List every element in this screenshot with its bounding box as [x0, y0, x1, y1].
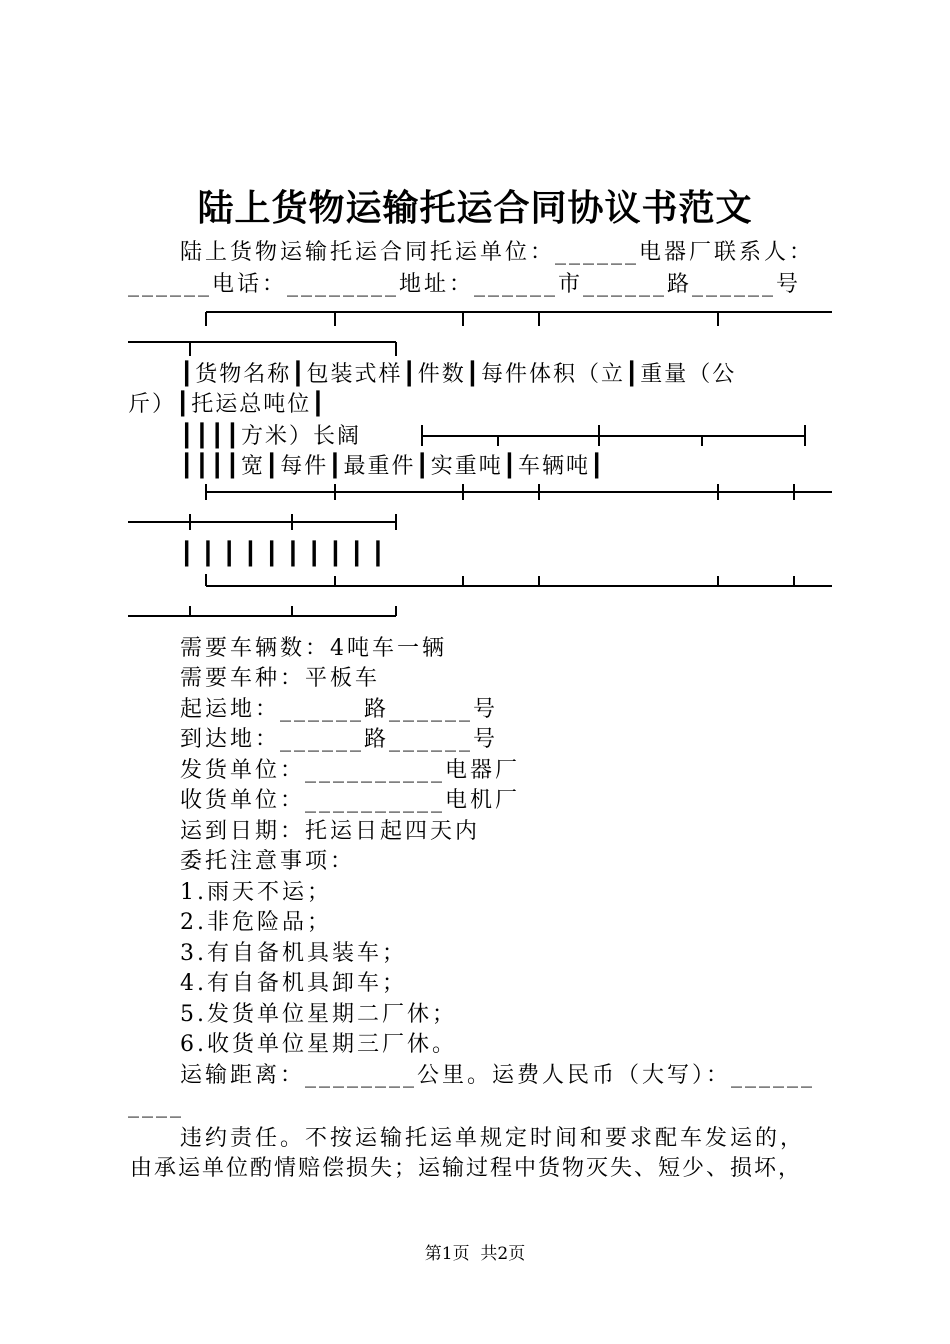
- table-header-row-1: ┃货物名称┃包装式样┃件数┃每件体积（立┃重量（公: [180, 362, 737, 387]
- page-number: 第1页 共2页: [424, 1244, 526, 1264]
- liability-line-2: 由承运单位酌情赔偿损失；运输过程中货物灭失、短少、损坏，: [130, 1156, 803, 1181]
- field-notes-heading: 委托注意事项：: [180, 849, 356, 874]
- field-consignee: 收货单位：__________电机厂: [180, 788, 521, 813]
- document-title: 陆上货物运输托运合同协议书范文: [197, 187, 753, 229]
- note-item-2: 2.非危险品；: [180, 910, 332, 935]
- note-item-1: 1.雨天不运；: [180, 880, 332, 905]
- field-delivery-date: 运到日期：托运日起四天内: [180, 819, 481, 844]
- intro-line-1: 陆上货物运输托运合同托运单位：______电器厂联系人：: [180, 240, 815, 265]
- field-destination: 到达地：______路______号: [180, 727, 499, 752]
- distance-fee-continuation: ____: [128, 1093, 184, 1118]
- table-empty-row: ┃┃┃┃┃┃┃┃┃┃: [180, 542, 393, 567]
- field-shipper: 发货单位：__________电器厂: [180, 758, 521, 783]
- note-item-4: 4.有自备机具卸车；: [180, 971, 407, 996]
- note-item-3: 3.有自备机具装车；: [180, 941, 407, 966]
- liability-line-1: 违约责任。不按运输托运单规定时间和要求配车发运的，: [180, 1126, 806, 1151]
- table-header-row-4: ┃┃┃┃宽┃每件┃最重件┃实重吨┃车辆吨┃: [180, 454, 606, 479]
- note-item-6: 6.收货单位星期三厂休。: [180, 1032, 457, 1057]
- note-item-5: 5.发货单位星期二厂休；: [180, 1002, 457, 1027]
- field-vehicle-count: 需要车辆数：4吨车一辆: [180, 636, 447, 661]
- intro-line-2: ______电话：________地址：______市______路______号: [128, 272, 802, 297]
- field-origin: 起运地：______路______号: [180, 697, 499, 722]
- table-header-row-2: 斤）┃托运总吨位┃: [128, 392, 327, 417]
- field-vehicle-type: 需要车种：平板车: [180, 666, 381, 691]
- table-header-row-3: ┃┃┃┃方米）长阔: [180, 424, 361, 449]
- distance-fee-line: 运输距离：________公里。运费人民币（大写）：______: [180, 1063, 816, 1088]
